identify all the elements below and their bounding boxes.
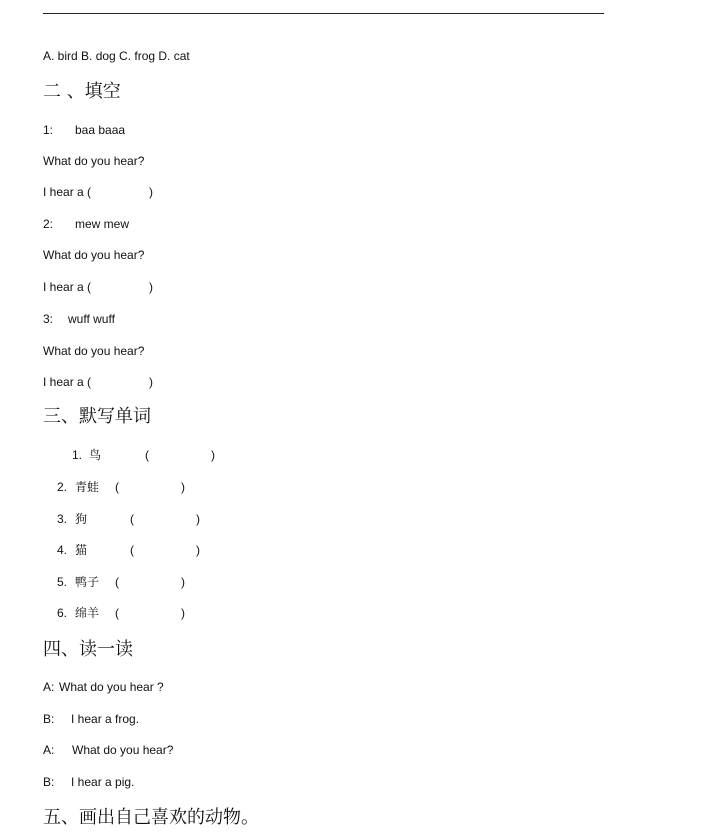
answer-blank-close: ) xyxy=(211,448,215,462)
answer-prompt: I hear a ( xyxy=(43,185,92,199)
sound-text: baa baaa xyxy=(75,123,126,137)
section-heading-reading: 四、读一读 xyxy=(43,639,133,660)
sound-text: wuff wuff xyxy=(68,312,115,326)
answer-blank-close: ) xyxy=(149,280,153,294)
question-text: What do you hear? xyxy=(43,248,145,262)
dialogue-text: I hear a pig. xyxy=(71,775,135,789)
answer-blank-open: ( xyxy=(145,448,149,462)
answer-blank-open: ( xyxy=(115,575,119,589)
section-heading-fill-in: 二 、填空 xyxy=(43,81,121,102)
item-number: 6. xyxy=(57,606,68,620)
dialogue-speaker: B: xyxy=(43,712,55,726)
item-number: 3: xyxy=(43,312,54,326)
answer-blank-close: ) xyxy=(149,375,153,389)
answer-blank-close: ) xyxy=(181,575,185,589)
item-number: 2. xyxy=(57,480,68,494)
question-text: What do you hear? xyxy=(43,154,145,168)
answer-blank-open: ( xyxy=(115,480,119,494)
answer-blank-close: ) xyxy=(149,185,153,199)
answer-blank-close: ) xyxy=(196,543,200,557)
question-text: What do you hear? xyxy=(43,344,145,358)
chinese-word: 绵羊 xyxy=(75,606,100,620)
sound-text: mew mew xyxy=(75,217,130,231)
dialogue-speaker: A: xyxy=(43,743,55,757)
answer-blank-open: ( xyxy=(130,543,134,557)
section-heading-dictation: 三、默写单词 xyxy=(43,406,151,427)
dialogue-text: I hear a frog. xyxy=(71,712,140,726)
item-number: 1: xyxy=(43,123,54,137)
chinese-word: 青蛙 xyxy=(75,480,100,494)
chinese-word: 猫 xyxy=(75,543,88,557)
item-number: 3. xyxy=(57,512,68,526)
answer-options: A. bird B. dog C. frog D. cat xyxy=(43,49,190,63)
section-heading-drawing: 五、画出自己喜欢的动物。 xyxy=(43,807,259,828)
top-divider xyxy=(43,13,604,14)
chinese-word: 鸟 xyxy=(89,448,102,462)
dialogue-speaker: A: xyxy=(43,680,55,694)
answer-blank-open: ( xyxy=(115,606,119,620)
answer-blank-close: ) xyxy=(181,480,185,494)
item-number: 2: xyxy=(43,217,54,231)
answer-blank-open: ( xyxy=(130,512,134,526)
dialogue-text: What do you hear? xyxy=(72,743,174,757)
chinese-word: 鸭子 xyxy=(75,575,100,589)
answer-blank-close: ) xyxy=(196,512,200,526)
item-number: 4. xyxy=(57,543,68,557)
item-number: 1. xyxy=(72,448,83,462)
dialogue-text: What do you hear ? xyxy=(59,680,164,694)
answer-prompt: I hear a ( xyxy=(43,375,92,389)
answer-prompt: I hear a ( xyxy=(43,280,92,294)
item-number: 5. xyxy=(57,575,68,589)
dialogue-speaker: B: xyxy=(43,775,55,789)
answer-blank-close: ) xyxy=(181,606,185,620)
chinese-word: 狗 xyxy=(75,512,88,526)
